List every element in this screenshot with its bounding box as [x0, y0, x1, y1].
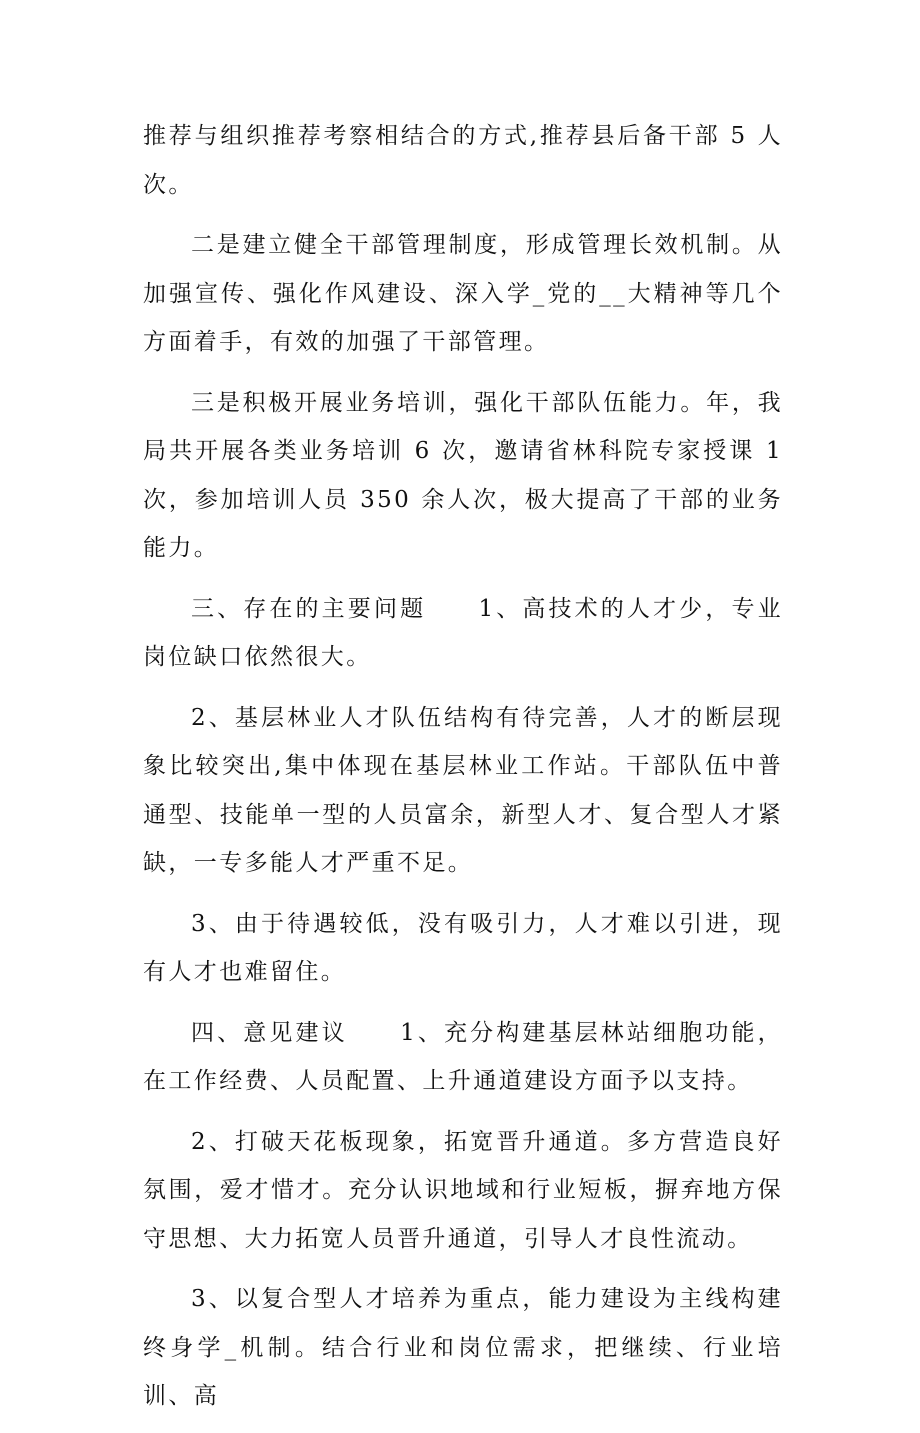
paragraph-4: 三、存在的主要问题 1、高技术的人才少，专业岗位缺口依然很大。 — [143, 595, 783, 670]
paragraph-7: 四、意见建议 1、充分构建基层林站细胞功能，在工作经费、人员配置、上升通道建设方面予以支持。 — [143, 1019, 783, 1094]
paragraph-9: 3、以复合型人才培养为重点，能力建设为主线构建终身学_机制。结合行业和岗位需求，把继续、行业培训、高 — [143, 1286, 783, 1409]
paragraph-3: 三是积极开展业务培训，强化干部队伍能力。年，我局共开展各类业务培训 6 次，邀请省林科院专家授课 1 次，参加培训人员 350 余人次，极大提高了干部的业务能力。 — [143, 389, 783, 561]
paragraph-2: 二是建立健全干部管理制度，形成管理长效机制。从加强宣传、强化作风建设、深入学_党的__大精神等几个方面着手，有效的加强了干部管理。 — [143, 232, 783, 355]
paragraph-1: 推荐与组织推荐考察相结合的方式,推荐县后备干部 5 人次。 — [143, 123, 783, 198]
paragraph-5: 2、基层林业人才队伍结构有待完善，人才的断层现象比较突出,集中体现在基层林业工作站。干部队伍中普通型、技能单一型的人员富余，新型人才、复合型人才紧缺，一专多能人才严重不足。 — [143, 704, 783, 876]
document-body — [143, 112, 783, 1433]
paragraph-6: 3、由于待遇较低，没有吸引力，人才难以引进，现有人才也难留住。 — [143, 910, 783, 985]
paragraph-8: 2、打破天花板现象，拓宽晋升通道。多方营造良好氛围，爱才惜才。充分认识地域和行业短板，摒弃地方保守思想、大力拓宽人员晋升通道，引导人才良性流动。 — [143, 1128, 783, 1252]
